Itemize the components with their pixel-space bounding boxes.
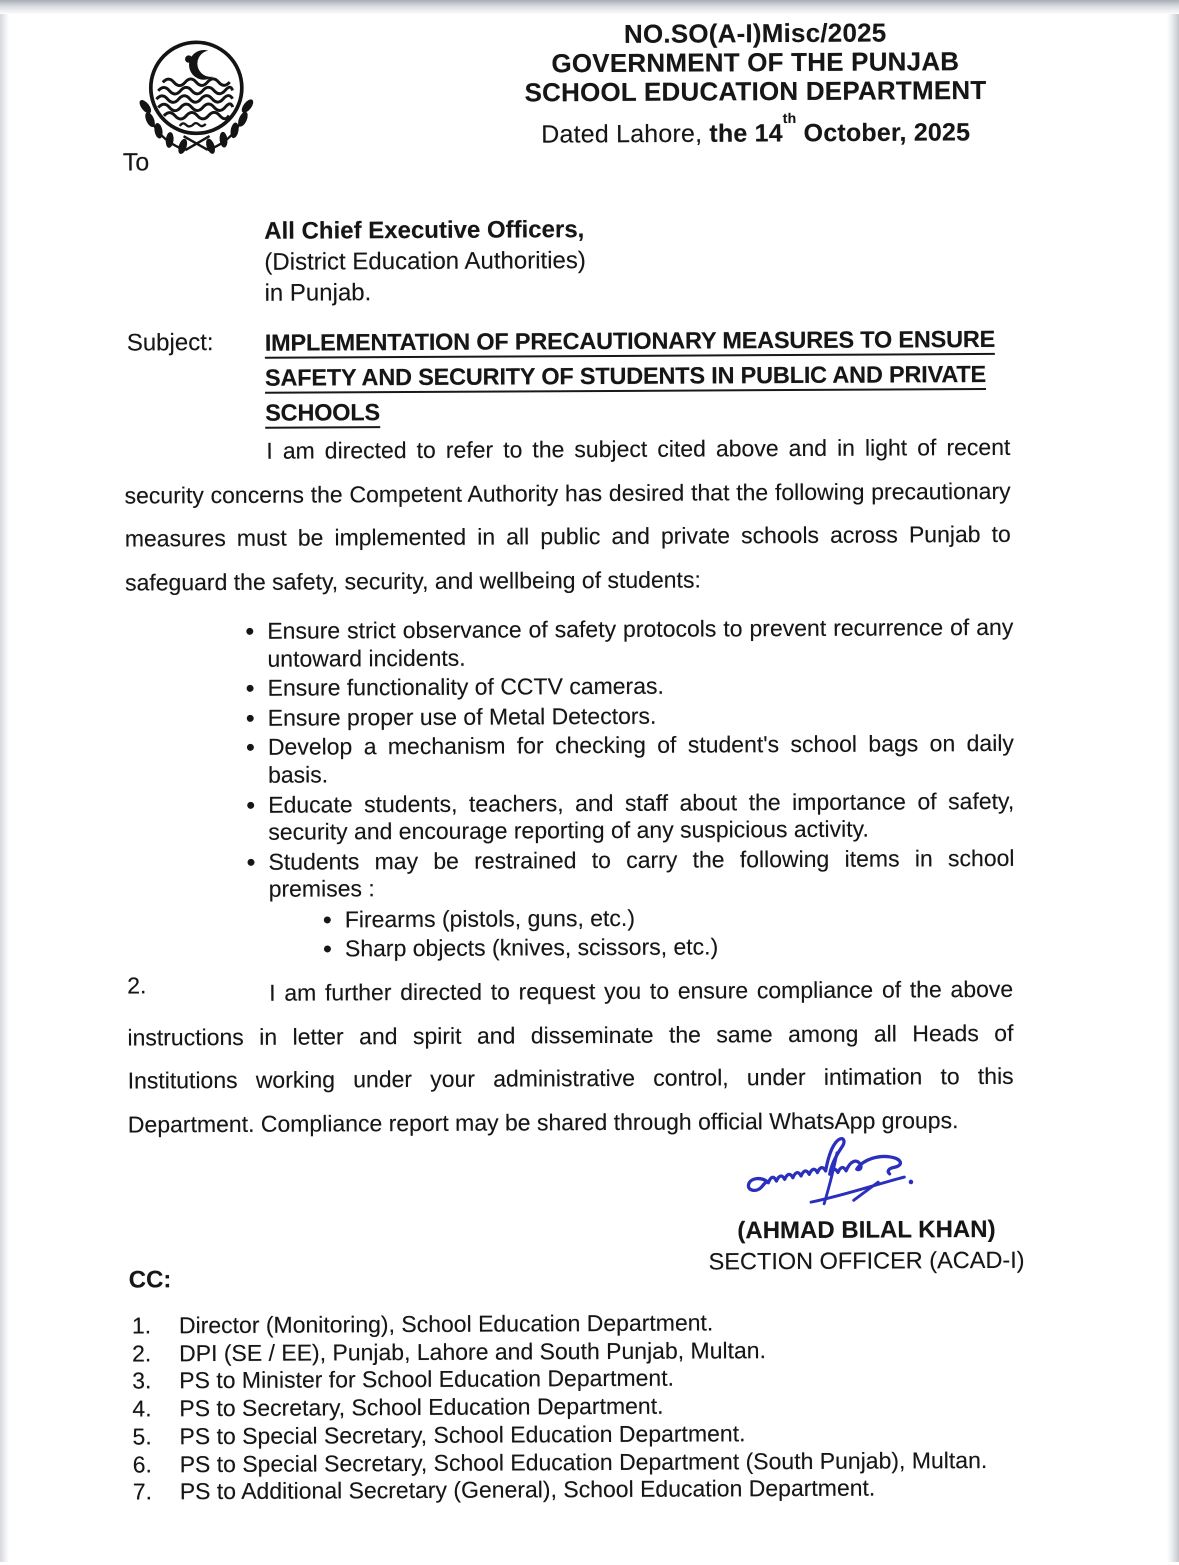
date-tail: October, 2025 <box>796 118 971 148</box>
addressee-line: in Punjab. <box>264 279 372 307</box>
punjab-government-logo-icon <box>118 32 271 163</box>
cc-list <box>132 1308 1078 1507</box>
signatory-block <box>698 1214 1034 1277</box>
date-prefix: Dated Lahore, <box>541 119 710 149</box>
cc-item: 3. PS to Minister for School Education Department. <box>132 1365 675 1394</box>
paragraph-1: I am directed to refer to the subject cited above and in light of recent security concerns the Competent Authority has desired that the following precautionary measures must be implemented in all public and private schools across Punjab to safeguard the safety, security, and wellbeing of students: <box>124 433 1011 595</box>
addressee-line: All Chief Executive Officers, <box>264 216 585 245</box>
measure-item: • Ensure strict observance of safety protocols to prevent recurrence of any untoward incidents. <box>267 614 1013 673</box>
subject-line: SAFETY AND SECURITY OF STUDENTS IN PUBLIC AND PRIVATE <box>265 357 1020 396</box>
subject-label: Subject: <box>126 329 214 357</box>
measure-item: • Students may be restrained to carry the following items in school premises : • Firearms (pistols, guns, etc.) • Sharp objects (knives, scissors, etc.) <box>268 845 1015 965</box>
letter-ref-no: NO.SO(A-I)Misc/2025 <box>623 17 887 49</box>
measures-list <box>229 614 1015 967</box>
cc-item: 4. PS to Secretary, School Education Department. <box>132 1392 664 1422</box>
addressee-line: (District Education Authorities) <box>264 247 586 276</box>
date-line <box>506 109 1006 150</box>
subject-text <box>265 322 1021 431</box>
cc-item: 2. DPI (SE / EE), Punjab, Lahore and South Punjab, Multan. <box>132 1336 766 1367</box>
to-label: To <box>122 148 150 177</box>
paragraph-2: I am further directed to request you to ensure compliance of the above instructions in letter and spirit and disseminate the same among all Heads of Institutions working under your administrative control, under intimation to this Department. Compliance report may be shared through official WhatsApp groups. <box>127 975 1014 1137</box>
cc-label: CC: <box>128 1266 172 1294</box>
restricted-item: • Sharp objects (knives, scissors, etc.) <box>345 931 1015 964</box>
paragraph-2-number: 2. <box>127 972 147 999</box>
cc-item: 7. PS to Additional Secretary (General), School Education Department. <box>132 1474 876 1505</box>
signatory-name: (AHMAD BILAL KHAN) <box>737 1215 996 1245</box>
addressee-block <box>264 214 586 309</box>
department-title: SCHOOL EDUCATION DEPARTMENT <box>524 74 987 108</box>
scan-edge-left <box>0 8 9 1562</box>
scan-edge-top <box>0 0 1179 14</box>
restricted-items-list <box>269 902 1015 965</box>
cc-item: 1. Director (Monitoring), School Education Department. <box>131 1309 714 1339</box>
scan-edge-right <box>1167 8 1179 1562</box>
date-day: the 14 <box>709 119 783 148</box>
measure-item: • Ensure proper use of Metal Detectors. <box>268 701 1014 732</box>
signature-icon <box>732 1134 937 1222</box>
measure-item: • Ensure functionality of CCTV cameras. <box>268 671 1014 702</box>
government-title: GOVERNMENT OF THE PUNJAB <box>551 46 960 79</box>
letterhead <box>505 18 1006 150</box>
cc-item: 5. PS to Special Secretary, School Education Department. <box>132 1420 746 1450</box>
date-ordinal: th <box>782 109 797 127</box>
subject-line: SCHOOLS <box>265 392 1020 431</box>
measure-item: • Educate students, teachers, and staff about the importance of safety, security and encourage reporting of any suspicious activity. <box>268 787 1014 846</box>
restricted-item: • Firearms (pistols, guns, etc.) <box>345 902 1015 935</box>
measure-item: • Develop a mechanism for checking of student's school bags on daily basis. <box>268 730 1014 789</box>
signatory-title: SECTION OFFICER (ACAD-I) <box>708 1246 1025 1275</box>
subject-line: IMPLEMENTATION OF PRECAUTIONARY MEASURES TO ENSURE <box>265 322 1020 361</box>
cc-item: 6. PS to Special Secretary, School Education Department (South Punjab), Multan. <box>132 1446 988 1477</box>
